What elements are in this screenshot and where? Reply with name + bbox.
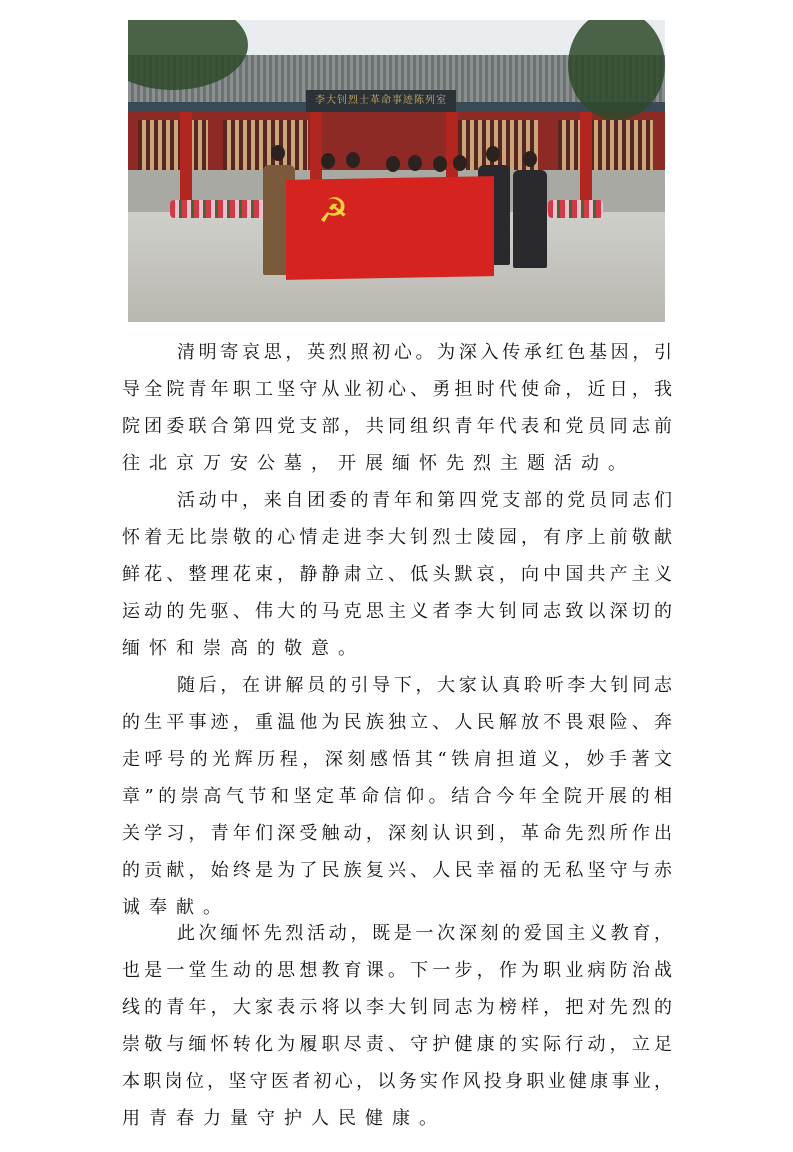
- paragraph-2: [122, 482, 672, 667]
- text-line: 诚奉献。: [122, 897, 230, 918]
- text-line: 的生平事迹，重温他为民族独立、人民解放不畏艰险、奔: [122, 712, 672, 733]
- person-head: [408, 155, 422, 171]
- text-line: 清明寄哀思，英烈照初心。为深入传承红色基因，引: [177, 342, 672, 363]
- party-flag: [286, 176, 494, 280]
- person-head: [523, 151, 537, 167]
- text-line: 导全院青年职工坚守从业初心、勇担时代使命，近日，我: [122, 379, 672, 400]
- text-line: 也是一堂生动的思想教育课。下一步，作为职业病防治战: [122, 960, 672, 981]
- hall-sign: 李大钊烈士革命事迹陈列室: [306, 90, 456, 112]
- text-line: 怀着无比崇敬的心情走进李大钊烈士陵园，有序上前敬献: [122, 527, 672, 548]
- hammer-sickle-icon: ☭: [318, 190, 349, 232]
- person-head: [453, 155, 467, 171]
- paragraph-4: [122, 915, 672, 1137]
- text-line: 随后，在讲解员的引导下，大家认真聆听李大钊同志: [177, 675, 672, 696]
- text-line: 章”的崇高气节和坚定革命信仰。结合今年全院开展的相: [122, 786, 672, 807]
- text-line: 走呼号的光辉历程，深刻感悟其“铁肩担道义，妙手著文: [122, 749, 672, 770]
- paragraph-3: [122, 667, 672, 926]
- text-line: 的贡献，始终是为了民族复兴、人民幸福的无私坚守与赤: [122, 860, 672, 881]
- text-line: 缅怀和崇高的敬意。: [122, 638, 365, 659]
- text-line: 本职岗位，坚守医者初心，以务实作风投身职业健康事业，: [122, 1071, 672, 1092]
- group-photo: [128, 20, 665, 322]
- text-line: 往北京万安公墓，开展缅怀先烈主题活动。: [122, 453, 635, 474]
- paragraph-1: [122, 334, 672, 482]
- person-head: [386, 156, 400, 172]
- article-body: [122, 334, 672, 1137]
- text-line: 关学习，青年们深受触动，深刻认识到，革命先烈所作出: [122, 823, 672, 844]
- text-line: 院团委联合第四党支部，共同组织青年代表和党员同志前: [122, 416, 672, 437]
- flower-bed: [548, 200, 603, 218]
- pillar: [180, 112, 192, 212]
- person-head: [321, 153, 335, 169]
- pillar: [580, 112, 592, 212]
- person-head: [486, 146, 500, 162]
- text-line: 活动中，来自团委的青年和第四党支部的党员同志们: [177, 490, 672, 511]
- text-line: 崇敬与缅怀转化为履职尽责、守护健康的实际行动，立足: [122, 1034, 672, 1055]
- person-head: [433, 156, 447, 172]
- text-line: 此次缅怀先烈活动，既是一次深刻的爱国主义教育，: [177, 923, 672, 944]
- window: [558, 120, 653, 170]
- text-line: 运动的先驱、伟大的马克思主义者李大钊同志致以深切的: [122, 601, 672, 622]
- text-line: 鲜花、整理花束，静静肃立、低头默哀，向中国共产主义: [122, 564, 672, 585]
- window: [223, 120, 308, 170]
- flower-bed: [170, 200, 275, 218]
- window: [138, 120, 208, 170]
- text-line: 线的青年，大家表示将以李大钊同志为榜样，把对先烈的: [122, 997, 672, 1018]
- person-head: [346, 152, 360, 168]
- text-line: 用青春力量守护人民健康。: [122, 1108, 446, 1129]
- person-head: [271, 145, 285, 161]
- person: [513, 170, 547, 268]
